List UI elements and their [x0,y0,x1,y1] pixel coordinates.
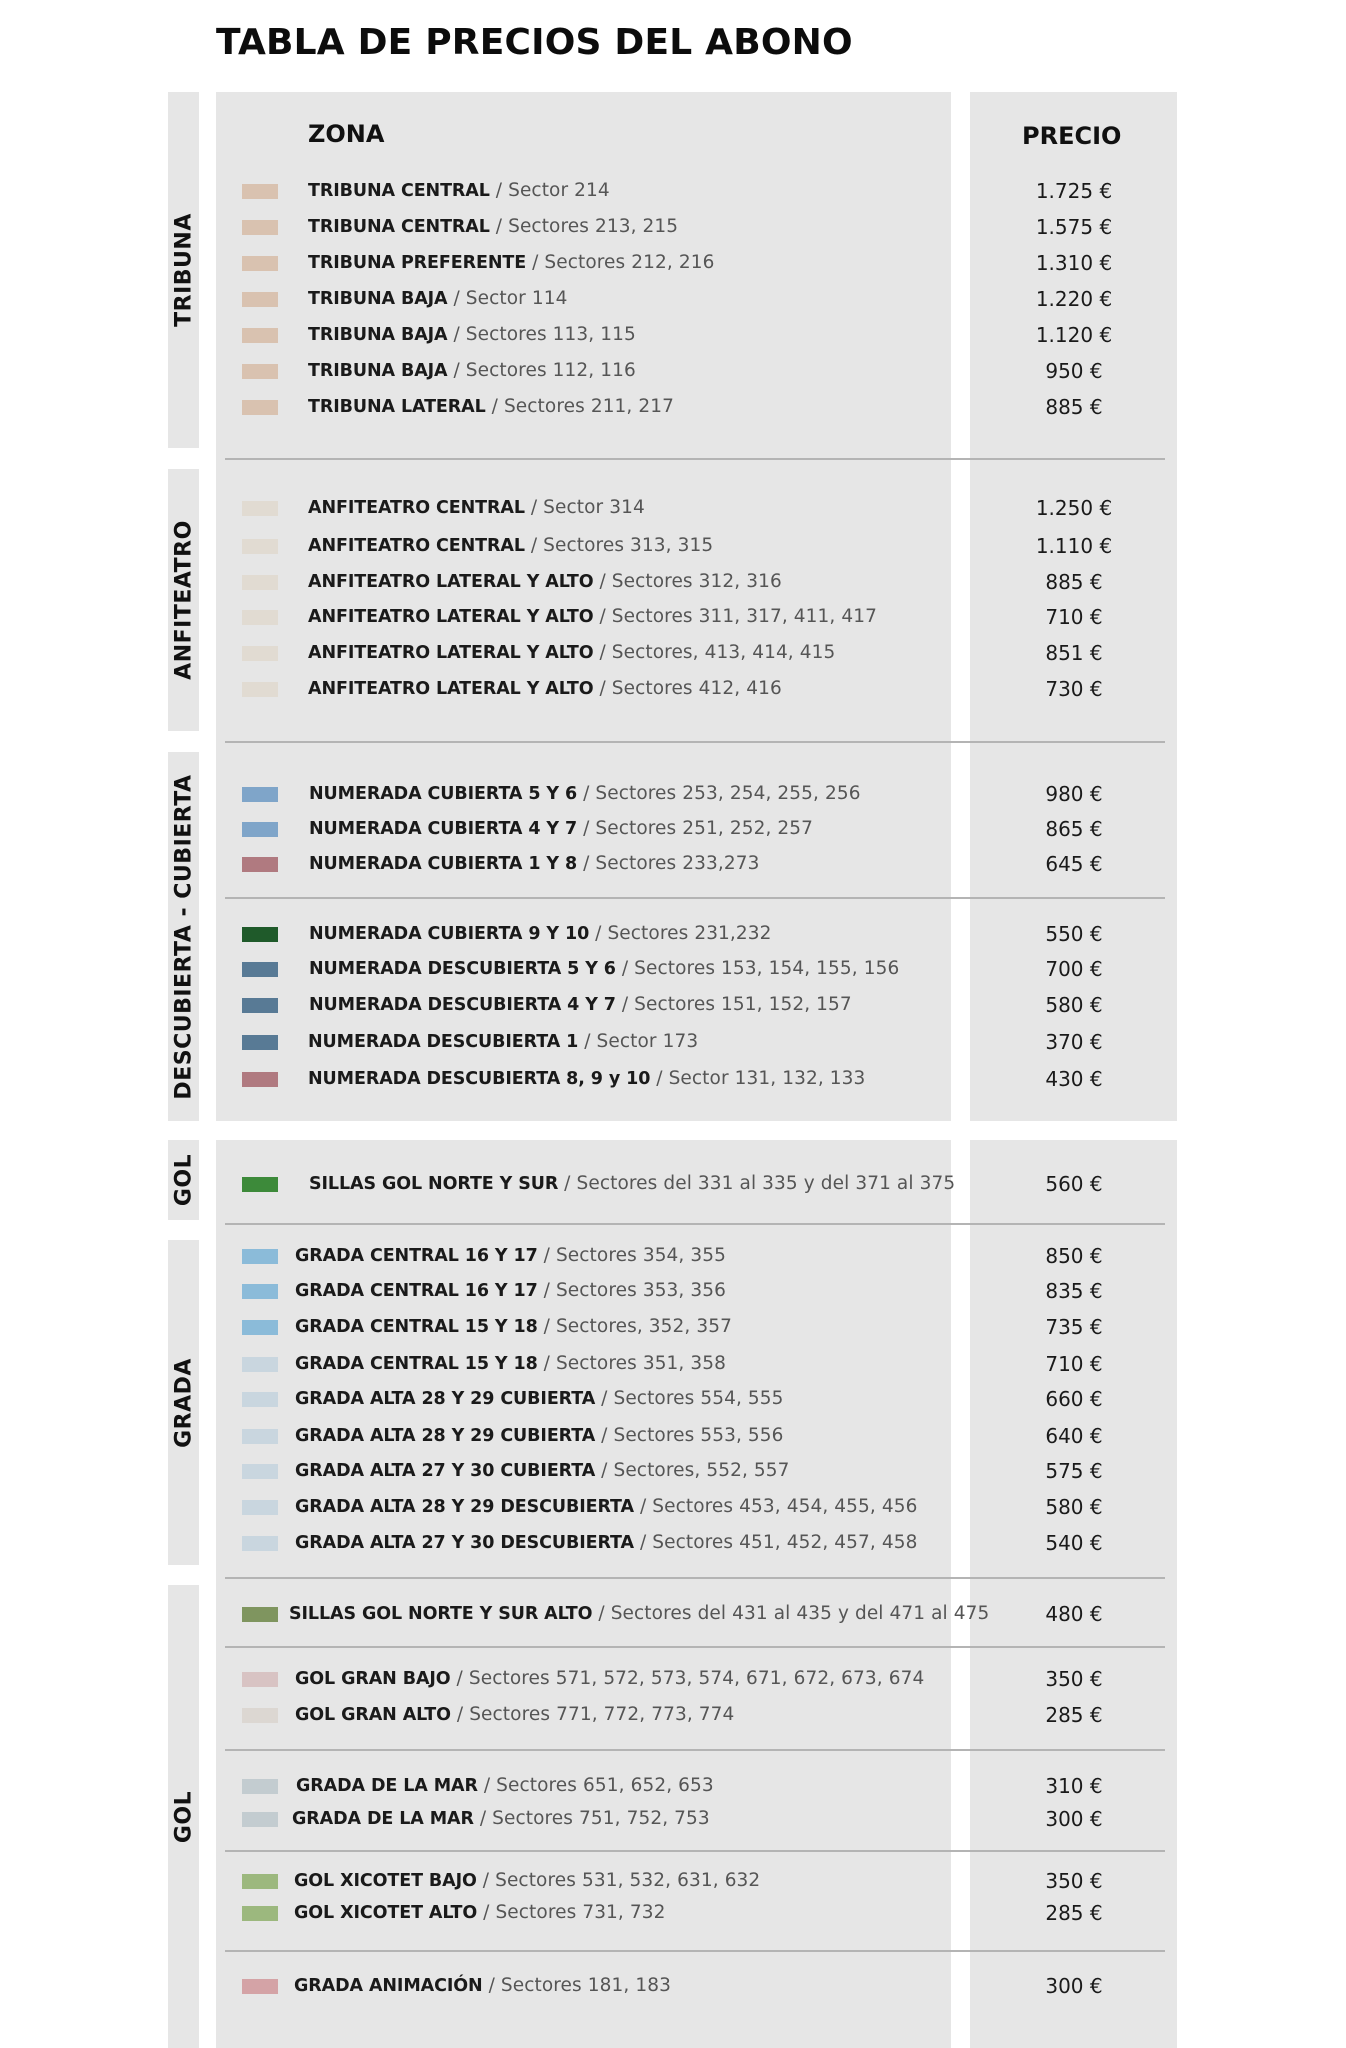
sector-detail: / Sectores, 413, 414, 415 [593,642,836,663]
sector-detail: / Sector 114 [447,288,568,309]
price-value: 980 € [1045,782,1103,806]
sector-detail: / Sectores 113, 115 [447,324,636,345]
sector-detail: / Sectores 231,232 [589,923,772,944]
price-value: 885 € [1045,570,1103,594]
zone-name: ANFITEATRO CENTRAL [308,498,525,518]
sector-detail: / Sectores del 431 al 435 y del 471 al 475 [592,1603,990,1624]
price-value: 1.220 € [1035,287,1113,311]
zone-name: NUMERADA DESCUBIERTA 4 Y 7 [309,995,616,1015]
price-value: 430 € [1045,1067,1103,1091]
color-swatch [242,292,278,307]
price-value: 480 € [1045,1602,1103,1626]
side-anfiteatro [168,469,199,731]
row-label [308,359,636,383]
zone-name: TRIBUNA CENTRAL [308,181,490,201]
row-label [308,496,645,520]
zone-name: GRADA DE LA MAR [296,1776,478,1796]
sector-detail: / Sectores 554, 555 [595,1388,784,1409]
price-value: 310 € [1045,1774,1103,1798]
side-gol-bottom [168,1585,199,2048]
price-value: 1.120 € [1035,323,1113,347]
sector-detail: / Sectores 553, 556 [595,1425,784,1446]
side-grada [168,1240,199,1565]
color-swatch [242,1708,278,1723]
zone-name: NUMERADA DESCUBIERTA 5 Y 6 [309,959,616,979]
row-label [309,817,813,841]
sector-detail: / Sectores 153, 154, 155, 156 [615,958,900,979]
price-value: 710 € [1045,605,1103,629]
sector-detail: / Sectores 312, 316 [593,571,782,592]
row-label [308,605,877,629]
zone-name: NUMERADA CUBIERTA 1 Y 8 [309,854,578,874]
sector-detail: / Sectores 212, 216 [526,252,715,273]
zone-name: GOL XICOTET ALTO [294,1903,478,1923]
row-label [309,1172,955,1196]
zone-name: NUMERADA CUBIERTA 9 Y 10 [309,924,590,944]
price-column-header: PRECIO [1022,122,1122,150]
row-label [309,993,852,1017]
price-value: 1.310 € [1035,251,1113,275]
row-label [308,1030,698,1054]
color-swatch [242,1536,278,1551]
sector-detail: / Sectores 351, 358 [537,1353,727,1374]
color-swatch [242,364,278,379]
zone-name: ANFITEATRO LATERAL Y ALTO [308,607,594,627]
price-value: 1.575 € [1035,215,1113,239]
zone-name: ANFITEATRO CENTRAL [308,536,525,556]
row-label [308,251,714,275]
row-label [295,1667,924,1691]
row-label [295,1244,726,1268]
color-swatch [242,220,278,235]
color-swatch [242,1500,278,1515]
color-swatch [242,1320,278,1335]
zone-name: TRIBUNA BAJA [308,325,448,345]
price-value: 1.725 € [1035,179,1113,203]
zone-name: GRADA ALTA 27 Y 30 CUBIERTA [295,1461,596,1481]
row-label [308,395,674,419]
price-value: 865 € [1045,817,1103,841]
sector-detail: / Sectores 412, 416 [593,678,782,699]
sector-detail: / Sectores 451, 452, 457, 458 [633,1532,918,1553]
color-swatch [242,400,278,415]
zone-name: ANFITEATRO LATERAL Y ALTO [308,679,594,699]
row-label [308,179,610,203]
price-value: 851 € [1045,641,1103,665]
color-swatch [242,998,278,1013]
row-label [295,1459,790,1483]
price-value: 950 € [1045,359,1103,383]
row-label [295,1495,917,1519]
row-label [308,570,782,594]
zone-name: NUMERADA DESCUBIERTA 1 [308,1032,579,1052]
price-value: 285 € [1045,1901,1103,1925]
side-label-gol-bottom: GOL [171,1790,196,1843]
zone-name: GRADA CENTRAL 16 Y 17 [295,1246,538,1266]
sector-detail: / Sectores 112, 116 [447,360,636,381]
row-label [295,1315,732,1339]
color-swatch [242,927,278,942]
zone-name: GRADA CENTRAL 15 Y 18 [295,1317,538,1337]
sector-detail: / Sectores 311, 317, 411, 417 [593,606,877,627]
color-swatch [242,1812,278,1827]
divider-tribuna [225,458,1165,460]
divider-sillas-alto [225,1646,1165,1648]
side-label-grada: GRADA [171,1357,196,1448]
zone-name: GRADA DE LA MAR [292,1809,474,1829]
row-label [309,922,772,946]
zone-name: TRIBUNA PREFERENTE [308,253,527,273]
price-value: 540 € [1045,1531,1103,1555]
zone-name: GRADA CENTRAL 16 Y 17 [295,1281,538,1301]
color-swatch [242,1874,278,1889]
sector-detail: / Sectores 313, 315 [524,535,714,556]
side-label-descubierta: DESCUBIERTA - CUBIERTA [171,773,196,1100]
sector-detail: / Sectores 211, 217 [485,396,675,417]
price-value: 640 € [1045,1424,1103,1448]
price-value: 735 € [1045,1315,1103,1339]
color-swatch [242,575,278,590]
color-swatch [242,822,278,837]
side-tribuna [168,92,199,448]
sector-detail: / Sectores del 331 al 335 y del 371 al 375 [558,1173,956,1194]
zone-name: SILLAS GOL NORTE Y SUR [309,1174,559,1194]
sector-detail: / Sectores 233,273 [577,853,760,874]
price-value: 370 € [1045,1030,1103,1054]
row-label [289,1602,989,1626]
color-swatch [242,1429,278,1444]
sector-detail: / Sectores 253, 254, 255, 256 [577,783,861,804]
sector-detail: / Sector 314 [524,497,645,518]
zone-name: TRIBUNA CENTRAL [308,217,490,237]
zone-name: NUMERADA CUBIERTA 4 Y 7 [309,819,578,839]
zone-name: GOL GRAN ALTO [295,1705,451,1725]
row-label [309,957,899,981]
color-swatch [242,1284,278,1299]
zone-name: SILLAS GOL NORTE Y SUR ALTO [289,1604,593,1624]
color-swatch [242,1035,278,1050]
zone-name: GRADA ANIMACIÓN [294,1976,483,1996]
color-swatch [242,1779,278,1794]
row-label [294,1869,760,1893]
color-swatch [242,501,278,516]
row-label [295,1352,726,1376]
side-label-gol-top: GOL [171,1153,196,1207]
zone-name: GRADA ALTA 27 Y 30 DESCUBIERTA [295,1533,634,1553]
color-swatch [242,328,278,343]
price-value: 850 € [1045,1244,1103,1268]
price-value: 560 € [1045,1172,1103,1196]
price-value: 645 € [1045,852,1103,876]
color-swatch [242,1177,278,1192]
zone-name: GRADA CENTRAL 15 Y 18 [295,1354,538,1374]
price-value: 1.110 € [1035,534,1113,558]
side-label-tribuna: TRIBUNA [171,213,196,327]
sector-detail: / Sectores 453, 454, 455, 456 [633,1496,918,1517]
row-label [308,215,678,239]
price-value: 730 € [1045,677,1103,701]
sector-detail: / Sectores 771, 772, 773, 774 [450,1704,735,1725]
color-swatch [242,256,278,271]
color-swatch [242,184,278,199]
sector-detail: / Sectores, 552, 557 [595,1460,790,1481]
sector-detail: / Sectores 751, 752, 753 [473,1808,710,1829]
divider-gol-gran [225,1749,1165,1751]
zone-name: GRADA ALTA 28 Y 29 CUBIERTA [295,1389,596,1409]
zone-name: ANFITEATRO LATERAL Y ALTO [308,572,594,592]
row-label [294,1974,671,1998]
price-value: 285 € [1045,1703,1103,1727]
sector-detail: / Sectores, 352, 357 [537,1316,732,1337]
row-label [308,1067,865,1091]
sector-detail: / Sectores 353, 356 [537,1280,727,1301]
price-value: 700 € [1045,957,1103,981]
color-swatch [242,682,278,697]
sector-detail: / Sectores 571, 572, 573, 574, 671, 672, 673, 674 [450,1668,925,1689]
zone-name: TRIBUNA BAJA [308,289,448,309]
sector-detail: / Sectores 531, 532, 631, 632 [476,1870,761,1891]
sector-detail: / Sectores 151, 152, 157 [615,994,852,1015]
divider-grada [225,1577,1165,1579]
divider-cubierta [225,897,1165,899]
row-label [295,1279,726,1303]
row-label [308,677,782,701]
zone-name: GOL GRAN BAJO [295,1669,451,1689]
side-descubierta [168,752,199,1121]
row-label [295,1387,784,1411]
color-swatch [242,1607,278,1622]
row-label [294,1901,666,1925]
side-gol-top [168,1140,199,1220]
row-label [295,1424,784,1448]
color-swatch [242,857,278,872]
sector-detail: / Sectores 731, 732 [477,1902,666,1923]
sector-detail: / Sector 173 [578,1031,699,1052]
zone-name: TRIBUNA LATERAL [308,397,486,417]
price-value: 550 € [1045,922,1103,946]
row-label [292,1807,710,1831]
row-label [308,323,636,347]
sector-detail: / Sectores 181, 183 [482,1975,671,1996]
row-label [308,641,835,665]
color-swatch [242,1979,278,1994]
color-swatch [242,646,278,661]
side-label-anfiteatro: ANFITEATRO [171,520,196,680]
price-value: 300 € [1045,1974,1103,1998]
price-value: 300 € [1045,1807,1103,1831]
color-swatch [242,1464,278,1479]
price-value: 710 € [1045,1352,1103,1376]
row-label [308,534,713,558]
zone-name: NUMERADA DESCUBIERTA 8, 9 y 10 [308,1069,651,1089]
zone-name: GRADA ALTA 28 Y 29 CUBIERTA [295,1426,596,1446]
row-label [308,287,567,311]
color-swatch [242,610,278,625]
sector-detail: / Sector 214 [489,180,610,201]
price-value: 835 € [1045,1279,1103,1303]
zone-name: GRADA ALTA 28 Y 29 DESCUBIERTA [295,1497,634,1517]
zone-name: NUMERADA CUBIERTA 5 Y 6 [309,784,578,804]
row-label [296,1774,714,1798]
page-title: TABLA DE PRECIOS DEL ABONO [216,22,853,63]
color-swatch [242,1672,278,1687]
color-swatch [242,1392,278,1407]
zone-name: TRIBUNA BAJA [308,361,448,381]
color-swatch [242,962,278,977]
price-value: 1.250 € [1035,496,1113,520]
color-swatch [242,1072,278,1087]
row-label [295,1531,917,1555]
color-swatch [242,1249,278,1264]
price-value: 350 € [1045,1869,1103,1893]
divider-xicotet [225,1950,1165,1952]
sector-detail: / Sectores 213, 215 [489,216,679,237]
row-label [295,1703,734,1727]
price-value: 575 € [1045,1459,1103,1483]
zone-name: ANFITEATRO LATERAL Y ALTO [308,643,594,663]
price-value: 580 € [1045,993,1103,1017]
price-value: 660 € [1045,1387,1103,1411]
sector-detail: / Sectores 651, 652, 653 [477,1775,714,1796]
price-value: 350 € [1045,1667,1103,1691]
sector-detail: / Sectores 354, 355 [537,1245,727,1266]
zone-name: GOL XICOTET BAJO [294,1871,477,1891]
color-swatch [242,1357,278,1372]
color-swatch [242,539,278,554]
sector-detail: / Sector 131, 132, 133 [650,1068,866,1089]
divider-sillas-gol [225,1223,1165,1225]
color-swatch [242,1906,278,1921]
sector-detail: / Sectores 251, 252, 257 [577,818,814,839]
row-label [309,852,759,876]
price-value: 580 € [1045,1495,1103,1519]
divider-anfiteatro [225,741,1165,743]
zone-column-header: ZONA [308,120,385,148]
price-value: 885 € [1045,395,1103,419]
color-swatch [242,787,278,802]
divider-grada-mar [225,1850,1165,1852]
row-label [309,782,861,806]
